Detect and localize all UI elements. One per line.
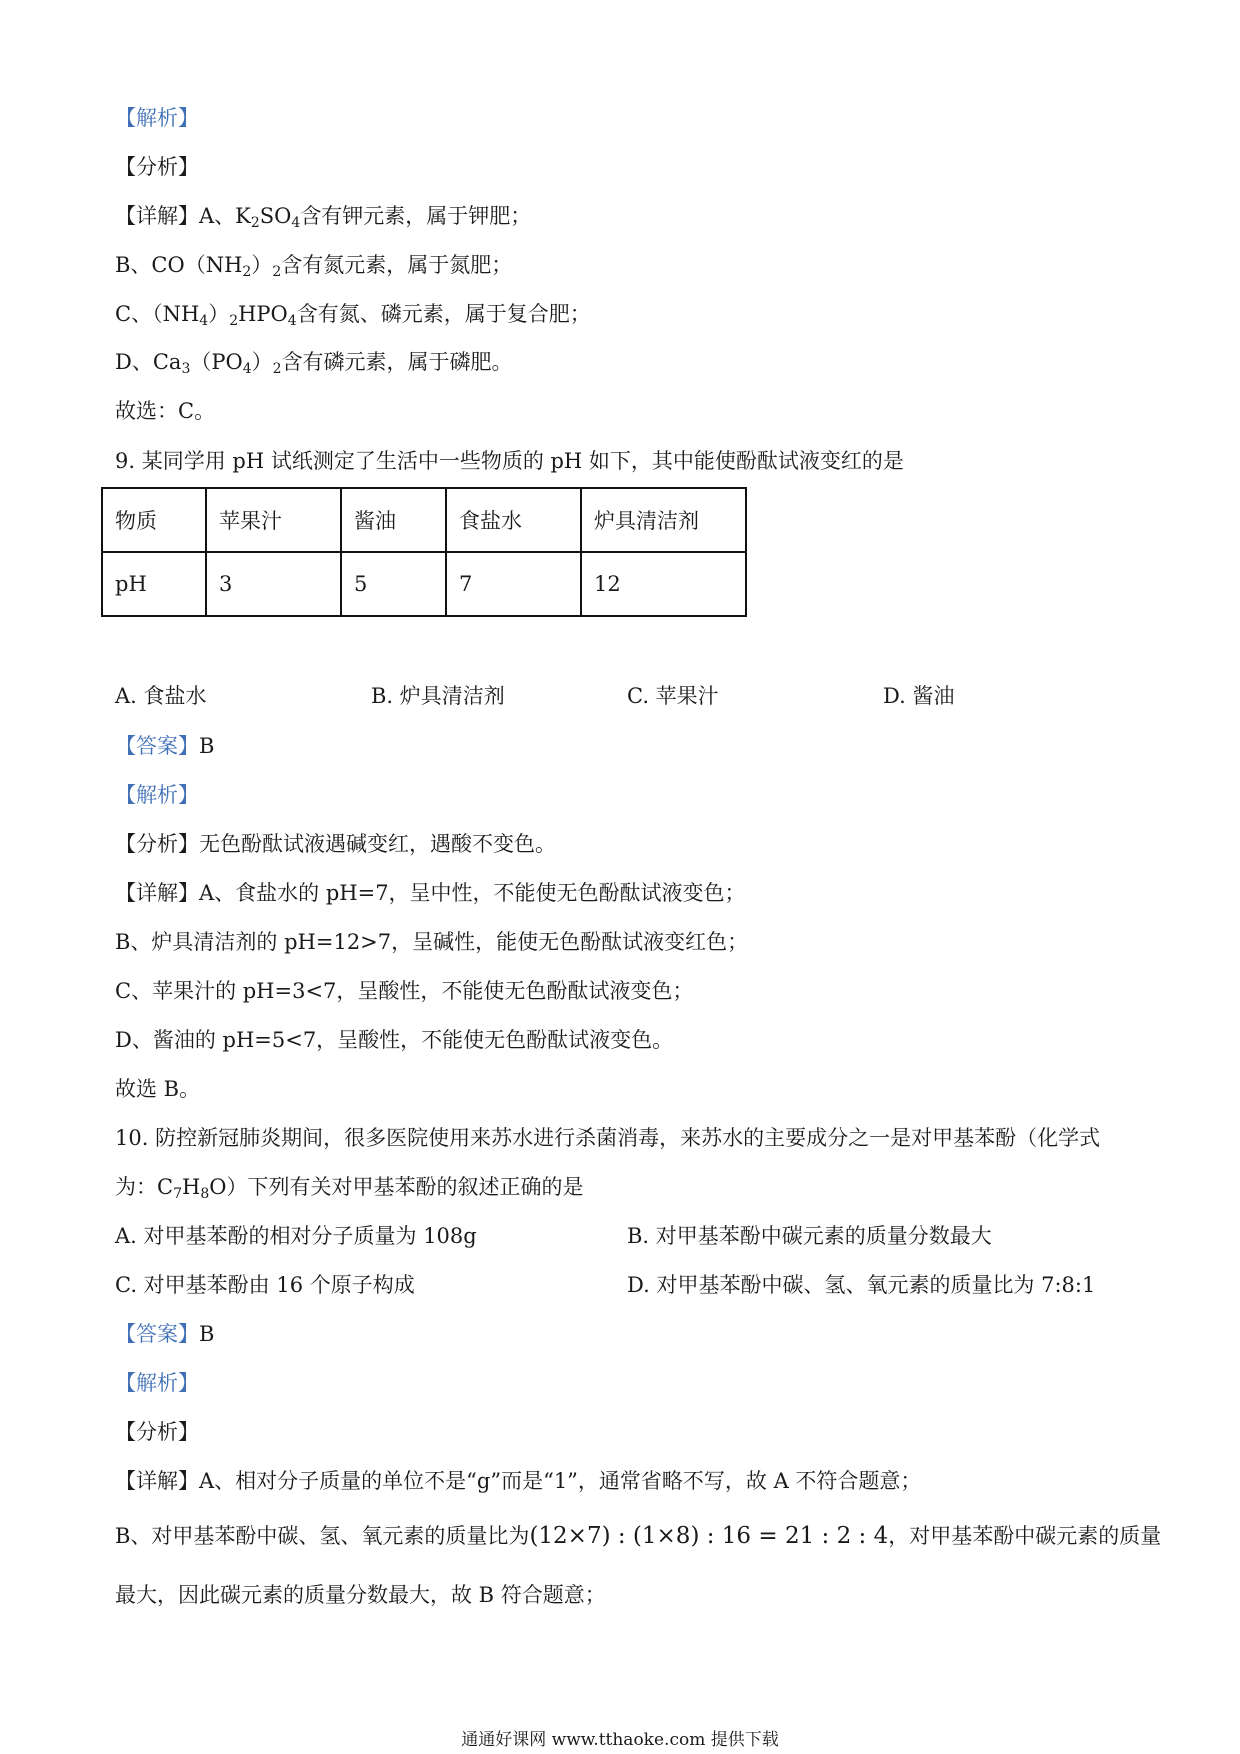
table-cell: 物质	[102, 488, 206, 552]
table-cell: 3	[206, 552, 341, 616]
q9-option-c: C. 苹果汁	[627, 684, 719, 708]
q10-stem-line1: 10. 防控新冠肺炎期间，很多医院使用来苏水进行杀菌消毒，来苏水的主要成分之一是对甲基苯酚（化学式	[115, 1126, 1101, 1150]
page-footer: 通通好课网 www.tthaoke.com 提供下载	[461, 1730, 779, 1750]
table-cell: 炉具清洁剂	[581, 488, 746, 552]
q10-fenxi: 【分析】	[115, 1420, 199, 1444]
q8-detail-b: B、$CO(NH_2)_2$含有氮元素，属于氮肥；	[115, 253, 513, 280]
ph-table	[101, 487, 747, 617]
q9-detail-d: D、酱油的 pH=5<7，呈酸性，不能使无色酚酞试液变色。	[115, 1028, 674, 1052]
q8-jiexi-tag: 【解析】	[115, 106, 199, 130]
mass-ratio-formula: (12×7) : (1×8) : 16 = 21 : 2 : 4	[529, 1523, 889, 1549]
table-cell: pH	[102, 552, 206, 616]
q8-detail-c: C、$(NH_4)_2HPO_4$含有氮、磷元素，属于复合肥；	[115, 302, 591, 329]
q10-answer: 【答案】B	[115, 1322, 215, 1346]
q9-fenxi: 【分析】无色酚酞试液遇碱变红，遇酸不变色。	[115, 832, 556, 856]
table-cell: 酱油	[341, 488, 446, 552]
table-cell: 食盐水	[446, 488, 581, 552]
table-cell: 12	[581, 552, 746, 616]
q9-option-a: A. 食盐水	[115, 684, 207, 708]
q8-choose: 故选：C。	[115, 399, 216, 423]
table-cell: 5	[341, 552, 446, 616]
q8-detail-d: D、$Ca_3(PO_4)_2$含有磷元素，属于磷肥。	[115, 350, 513, 377]
q9-answer: 【答案】B	[115, 734, 215, 758]
q10-jiexi-tag: 【解析】	[115, 1371, 199, 1395]
q9-option-d: D. 酱油	[883, 684, 955, 708]
table-cell: 苹果汁	[206, 488, 341, 552]
q10-option-a: A. 对甲基苯酚的相对分子质量为 108g	[115, 1224, 477, 1248]
q8-fenxi: 【分析】	[115, 155, 199, 179]
table-row	[102, 488, 746, 552]
q9-option-b: B. 炉具清洁剂	[371, 684, 505, 708]
q10-stem-line2: 为：$C_7H_8O$）下列有关对甲基苯酚的叙述正确的是	[115, 1175, 584, 1202]
q10-option-c: C. 对甲基苯酚由 16 个原子构成	[115, 1273, 415, 1297]
q8-detail-a: 【详解】A、$K_2SO_4$含有钾元素，属于钾肥；	[115, 204, 532, 231]
q9-stem: 9. 某同学用 pH 试纸测定了生活中一些物质的 pH 如下，其中能使酚酞试液变红的是	[115, 449, 904, 473]
q10-detail-b-cont: 最大，因此碳元素的质量分数最大，故 B 符合题意；	[115, 1583, 606, 1607]
q9-detail-a: 【详解】A、食盐水的 pH=7，呈中性，不能使无色酚酞试液变色；	[115, 881, 746, 905]
q10-option-d: D. 对甲基苯酚中碳、氢、氧元素的质量比为 7:8:1	[627, 1273, 1096, 1297]
q9-detail-b: B、炉具清洁剂的 pH=12>7，呈碱性，能使无色酚酞试液变红色；	[115, 930, 749, 954]
q9-choose: 故选 B。	[115, 1077, 201, 1101]
q10-detail-a: 【详解】A、相对分子质量的单位不是“g”而是“1”，通常省略不写，故 A 不符合题意；	[115, 1469, 922, 1493]
table-cell: 7	[446, 552, 581, 616]
q10-option-b: B. 对甲基苯酚中碳元素的质量分数最大	[627, 1224, 992, 1248]
q10-detail-b: B、对甲基苯酚中碳、氢、氧元素的质量比为(12×7) : (1×8) : 16 = 21 : 2 : 4，对甲基苯酚中碳元素的质量	[115, 1523, 1162, 1549]
q9-jiexi-tag: 【解析】	[115, 783, 199, 807]
table-row	[102, 552, 746, 616]
q9-detail-c: C、苹果汁的 pH=3<7，呈酸性，不能使无色酚酞试液变色；	[115, 979, 694, 1003]
